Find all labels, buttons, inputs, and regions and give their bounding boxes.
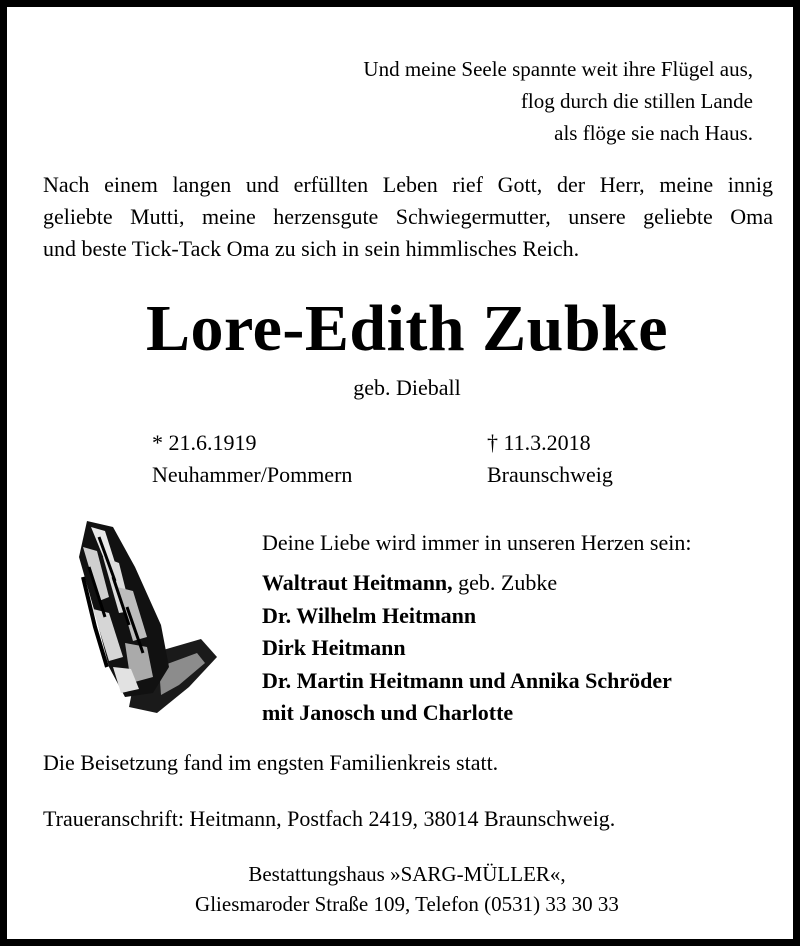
death-date: † 11.3.2018 <box>487 430 591 455</box>
deceased-name: Lore-Edith Zubke <box>145 292 669 365</box>
mourning-address: Traueranschrift: Heitmann, Postfach 2419, 38014 Braunschweig. <box>43 806 616 831</box>
family-member-note: geb. Zubke <box>452 570 558 595</box>
family-member-name: Dr. Wilhelm Heitmann <box>262 602 477 628</box>
birth-place: Neuhammer/Pommern <box>152 462 353 487</box>
undertaker-info <box>7 859 800 919</box>
family-member <box>262 567 672 600</box>
burial-note: Die Beisetzung fand im engsten Familienkreis statt. <box>43 750 499 775</box>
intro-line: geliebte Mutti, meine herzensgute Schwiegermutter, unsere geliebte Oma <box>43 204 773 229</box>
family-member <box>262 665 672 698</box>
family-member-name: Waltraut Heitmann, <box>262 570 453 595</box>
poem-line: Und meine Seele spannte weit ihre Flügel aus, <box>363 57 753 81</box>
intro-paragraph <box>43 169 773 265</box>
death-info <box>487 427 613 491</box>
birth-date: * 21.6.1919 <box>152 430 257 455</box>
family-list <box>262 567 672 730</box>
praying-hands-icon <box>69 517 219 722</box>
family-member-name: Dr. Martin Heitmann und Annika Schröder <box>262 667 672 693</box>
love-line: Deine Liebe wird immer in unseren Herzen sein: <box>262 530 692 555</box>
family-member <box>262 632 672 665</box>
poem-line: flog durch die stillen Lande <box>520 89 753 113</box>
intro-line: Nach einem langen und erfüllten Leben rief Gott, der Herr, meine innig <box>43 172 773 197</box>
poem-quote <box>363 53 753 149</box>
maiden-name: geb. Dieball <box>353 375 461 400</box>
birth-info <box>152 427 352 491</box>
undertaker-address: Gliesmaroder Straße 109, Telefon (0531) 33 30 33 <box>195 892 619 916</box>
poem-line: als flöge sie nach Haus. <box>554 121 753 145</box>
family-member-name: Dirk Heitmann <box>262 635 406 660</box>
family-member <box>262 697 672 730</box>
family-member-name: mit Janosch und Charlotte <box>262 700 514 725</box>
intro-line: und beste Tick-Tack Oma zu sich in sein himmlisches Reich. <box>43 236 580 261</box>
death-place: Braunschweig <box>487 462 613 487</box>
undertaker-name: Bestattungshaus »SARG-MÜLLER«, <box>248 862 566 886</box>
family-member <box>262 600 672 633</box>
